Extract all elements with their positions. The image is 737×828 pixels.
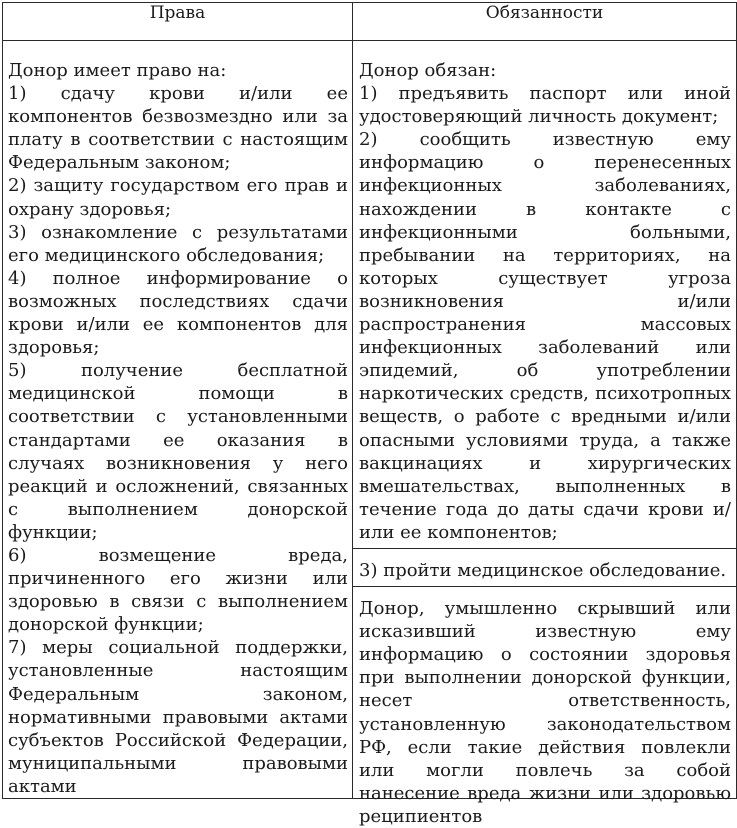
table-body-row [3,41,737,799]
rights-item: 3) ознакомление с результатами его медицинского обследования; [8,221,348,266]
rights-item: 5) получение бесплатной медицинской помощи в соответствии с установленными стандартами ее оказания в случаях возникновения у него реакций и осложнений, связанных с выполнением донорской функции; [8,360,348,543]
liability-text: Донор, умышленно скрывший или исказивший известную ему информацию о состоянии здоровья при выполнении донорской функции, несет ответственность, установленную законодательством РФ, если такие действия повлекли или могли повлечь за собой нанесение вреда жизни или здоровью реципиентов [359,598,731,827]
duties-cell [353,41,737,827]
duties-block-main [353,41,736,549]
rights-duties-table [2,2,737,827]
duties-block-exam [353,549,736,587]
duties-intro: Донор обязан: [359,60,497,81]
rights-item: 4) полное информирование о возможных последствиях сдачи крови и/или ее компонентов для здоровья; [8,267,348,359]
rights-intro: Донор имеет право на: [8,60,227,81]
rights-item: 2) защиту государством его прав и охрану здоровья; [8,175,348,220]
header-rights: Права [3,3,353,41]
rights-cell [3,41,353,799]
rights-item: 6) возмещение вреда, причиненного его жизни или здоровью в связи с выполнением донорской функции; [8,544,348,636]
rights-item: 7) меры социальной поддержки, установленные настоящим Федеральным законом, нормативными правовыми актами субъектов Российской Федерации, муниципальными правовыми актами [8,637,348,797]
rights-item: 1) сдачу крови и/или ее компонентов безвозмездно или за плату в соответствии с настоящим Федеральным законом; [8,83,348,174]
header-duties: Обязанности [353,3,737,41]
table-header-row [3,3,737,41]
duties-item-3: 3) пройти медицинское обследование. [359,559,727,581]
duties-block-liability [353,587,736,828]
duties-item: 1) предъявить паспорт или иной удостоверяющий личность документ; [359,83,731,128]
duties-item: 2) сообщить известную ему информацию о перенесенных инфекционных заболеваниях, нахождении в контакте с инфекционными больными, пребывании на территориях, на которых существует угроза возникновения и/или распространения массовых инфекционных заболеваний или эпидемий, об употреблении наркотических средств, психотропных веществ, о работе с вредными и/или опасными условиями труда, а также вакцинациях и хирургических вмешательствах, выполненных в течение года до даты сдачи крови и/или ее компонентов; [359,129,731,543]
